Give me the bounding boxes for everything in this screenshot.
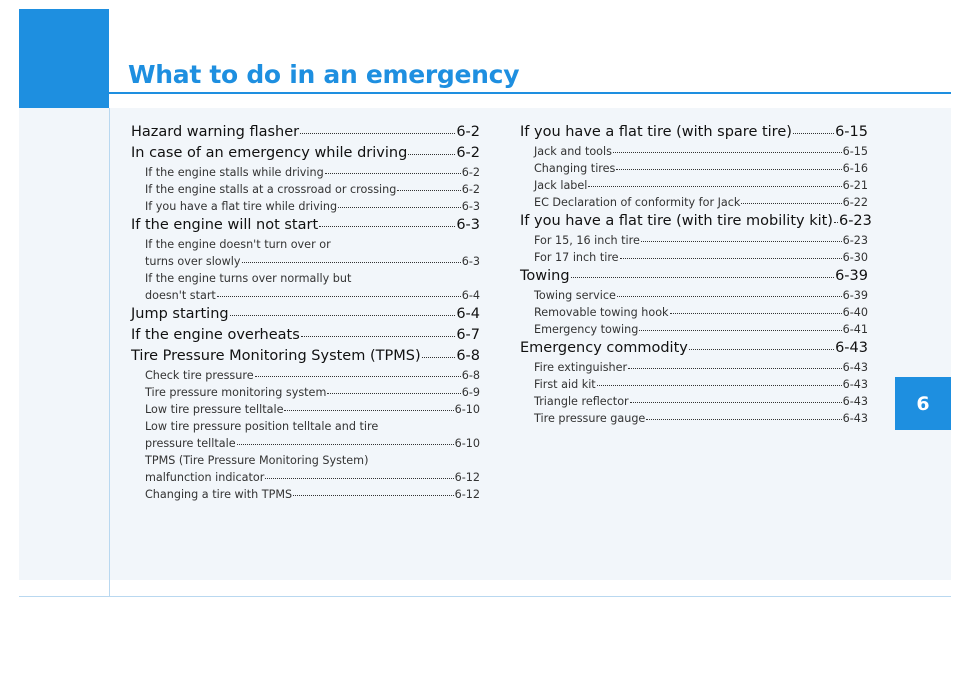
toc-dot-leader [242,262,461,263]
toc-entry-title: If the engine doesn't turn over or [145,238,331,251]
toc-page-number: 6-39 [835,268,868,284]
toc-entry-title: TPMS (Tire Pressure Monitoring System) [145,454,369,467]
toc-subentry[interactable] [131,181,480,198]
margin-divider [109,108,110,597]
toc-dot-leader [641,241,842,242]
toc-page-number: 6-43 [842,361,868,374]
toc-dot-leader [616,169,841,170]
toc-dot-leader [325,173,461,174]
toc-dot-leader [670,313,842,314]
toc-entry-title: Tire pressure gauge [534,412,646,425]
toc-dot-leader [793,133,834,134]
toc-dot-leader [628,368,841,369]
toc-subentry[interactable] [131,198,480,215]
toc-page-number: 6-23 [838,213,872,229]
toc-entry-title: If the engine will not start [131,217,319,233]
toc-page-number: 6-43 [835,340,868,356]
page-title: What to do in an emergency [128,60,520,89]
toc-page-number: 6-12 [454,471,480,484]
toc-page-number: 6-43 [842,378,868,391]
toc-entry-title: If the engine stalls while driving [145,166,324,179]
toc-entry-title: Jump starting [131,306,229,322]
toc-page-number: 6-23 [842,234,868,247]
toc-dot-leader [588,186,841,187]
toc-entry-title: If the engine stalls at a crossroad or crossing [145,183,397,196]
toc-page-number: 6-10 [454,437,480,450]
toc-page-number: 6-3 [461,255,480,268]
toc-entry-title: If the engine overheats [131,327,300,343]
toc-dot-leader [571,277,835,278]
toc-entry-title: Towing service [534,289,616,302]
toc-page-number: 6-2 [461,183,480,196]
toc-dot-leader [620,258,842,259]
toc-dot-leader [613,152,842,153]
toc-page-number: 6-16 [842,162,868,175]
toc-page-number: 6-8 [456,348,480,364]
toc-page-number: 6-4 [461,289,480,302]
toc-subentry[interactable] [520,143,868,160]
toc-entry-title: Low tire pressure telltale [145,403,284,416]
toc-entry-title: Fire extinguisher [534,361,628,374]
toc-subentry[interactable] [131,401,480,418]
toc-dot-leader [338,207,461,208]
toc-page-number: 6-4 [456,306,480,322]
toc-subentry-line [131,236,480,253]
toc-dot-leader [300,133,455,134]
toc-entry-title: Jack label [534,179,588,192]
toc-page-number: 6-8 [461,369,480,382]
toc-subentry[interactable] [131,164,480,181]
toc-page-number: 6-40 [842,306,868,319]
toc-dot-leader [397,190,460,191]
toc-entry[interactable] [520,122,868,143]
toc-subentry[interactable] [131,435,480,452]
toc-subentry[interactable] [520,194,868,211]
toc-entry-title: Changing tires [534,162,616,175]
toc-page-number: 6-22 [842,196,868,209]
toc-subentry[interactable] [131,486,480,503]
toc-left-column [131,122,480,503]
toc-entry-title: turns over slowly [145,255,241,268]
chapter-color-block [19,9,109,108]
toc-dot-leader [319,226,455,227]
toc-entry-title: In case of an emergency while driving [131,145,408,161]
toc-entry[interactable] [131,215,480,236]
toc-page-number: 6-41 [842,323,868,336]
toc-subentry-line [131,418,480,435]
toc-right-column [520,122,872,427]
toc-dot-leader [265,478,453,479]
toc-dot-leader [301,336,456,337]
toc-dot-leader [408,154,455,155]
toc-dot-leader [237,444,454,445]
toc-page-number: 6-30 [842,251,868,264]
toc-subentry[interactable] [520,393,868,410]
toc-page-number: 6-15 [842,145,868,158]
chapter-number: 6 [916,392,930,415]
toc-subentry[interactable] [131,253,480,270]
toc-dot-leader [217,296,461,297]
toc-dot-leader [689,349,834,350]
toc-dot-leader [293,495,453,496]
toc-entry-title: Emergency commodity [520,340,688,356]
toc-entry[interactable] [131,122,480,143]
toc-subentry[interactable] [520,249,868,266]
title-underline [109,92,951,94]
toc-entry-title: Jack and tools [534,145,612,158]
chapter-tab[interactable] [895,377,951,430]
toc-entry-title: Triangle reflector [534,395,629,408]
toc-subentry-line [131,452,480,469]
toc-page-number: 6-15 [835,124,868,140]
toc-dot-leader [741,203,841,204]
toc-subentry[interactable] [520,410,868,427]
toc-entry[interactable] [520,266,868,287]
toc-subentry-line [131,270,480,287]
toc-entry-title: If you have a flat tire (with spare tire) [520,124,792,140]
toc-page-number: 6-10 [454,403,480,416]
toc-entry-title: EC Declaration of conformity for Jack [534,196,741,209]
toc-entry-title: doesn't start [145,289,216,302]
toc-page-number: 6-12 [454,488,480,501]
toc-subentry[interactable] [520,232,868,249]
toc-entry-title: pressure telltale [145,437,236,450]
toc-dot-leader [639,330,841,331]
toc-dot-leader [834,222,838,223]
toc-subentry[interactable] [131,367,480,384]
toc-dot-leader [255,376,461,377]
toc-page-number: 6-2 [461,166,480,179]
toc-entry-title: Changing a tire with TPMS [145,488,293,501]
toc-entry-title: For 15, 16 inch tire [534,234,640,247]
toc-dot-leader [327,393,460,394]
toc-entry[interactable] [131,325,480,346]
toc-dot-leader [646,419,841,420]
toc-page-number: 6-21 [842,179,868,192]
toc-entry-title: malfunction indicator [145,471,265,484]
toc-entry[interactable] [131,304,480,325]
toc-entry-title: For 17 inch tire [534,251,619,264]
toc-dot-leader [630,402,842,403]
toc-entry[interactable] [131,346,480,367]
toc-entry-title: Towing [520,268,570,284]
toc-subentry[interactable] [520,359,868,376]
toc-entry[interactable] [520,211,872,232]
toc-subentry[interactable] [131,469,480,486]
toc-dot-leader [230,315,456,316]
toc-dot-leader [284,410,453,411]
toc-subentry[interactable] [520,321,868,338]
footer-divider [19,596,951,597]
toc-subentry[interactable] [520,304,868,321]
toc-page-number: 6-43 [842,395,868,408]
toc-entry[interactable] [520,338,868,359]
toc-entry-title: Removable towing hook [534,306,669,319]
toc-page-number: 6-3 [456,217,480,233]
toc-page-number: 6-2 [456,124,480,140]
toc-page-number: 6-2 [456,145,480,161]
toc-entry-title: If the engine turns over normally but [145,272,352,285]
toc-dot-leader [617,296,842,297]
toc-page-number: 6-9 [461,386,480,399]
toc-subentry[interactable] [131,384,480,401]
toc-page-number: 6-43 [842,412,868,425]
toc-page-number: 6-3 [461,200,480,213]
toc-entry-title: Tire Pressure Monitoring System (TPMS) [131,348,421,364]
toc-subentry[interactable] [520,376,868,393]
toc-page-number: 6-39 [842,289,868,302]
toc-entry[interactable] [131,143,480,164]
toc-entry-title: Check tire pressure [145,369,254,382]
toc-dot-leader [422,357,456,358]
toc-entry-title: Emergency towing [534,323,639,336]
toc-entry-title: If you have a flat tire (with tire mobility kit) [520,213,833,229]
toc-subentry[interactable] [520,160,868,177]
toc-entry-title: Hazard warning flasher [131,124,300,140]
toc-entry-title: Low tire pressure position telltale and tire [145,420,379,433]
toc-entry-title: Tire pressure monitoring system [145,386,327,399]
toc-subentry[interactable] [131,287,480,304]
toc-subentry[interactable] [520,177,868,194]
toc-page-number: 6-7 [456,327,480,343]
toc-dot-leader [597,385,842,386]
toc-entry-title: If you have a flat tire while driving [145,200,338,213]
toc-subentry[interactable] [520,287,868,304]
toc-entry-title: First aid kit [534,378,596,391]
